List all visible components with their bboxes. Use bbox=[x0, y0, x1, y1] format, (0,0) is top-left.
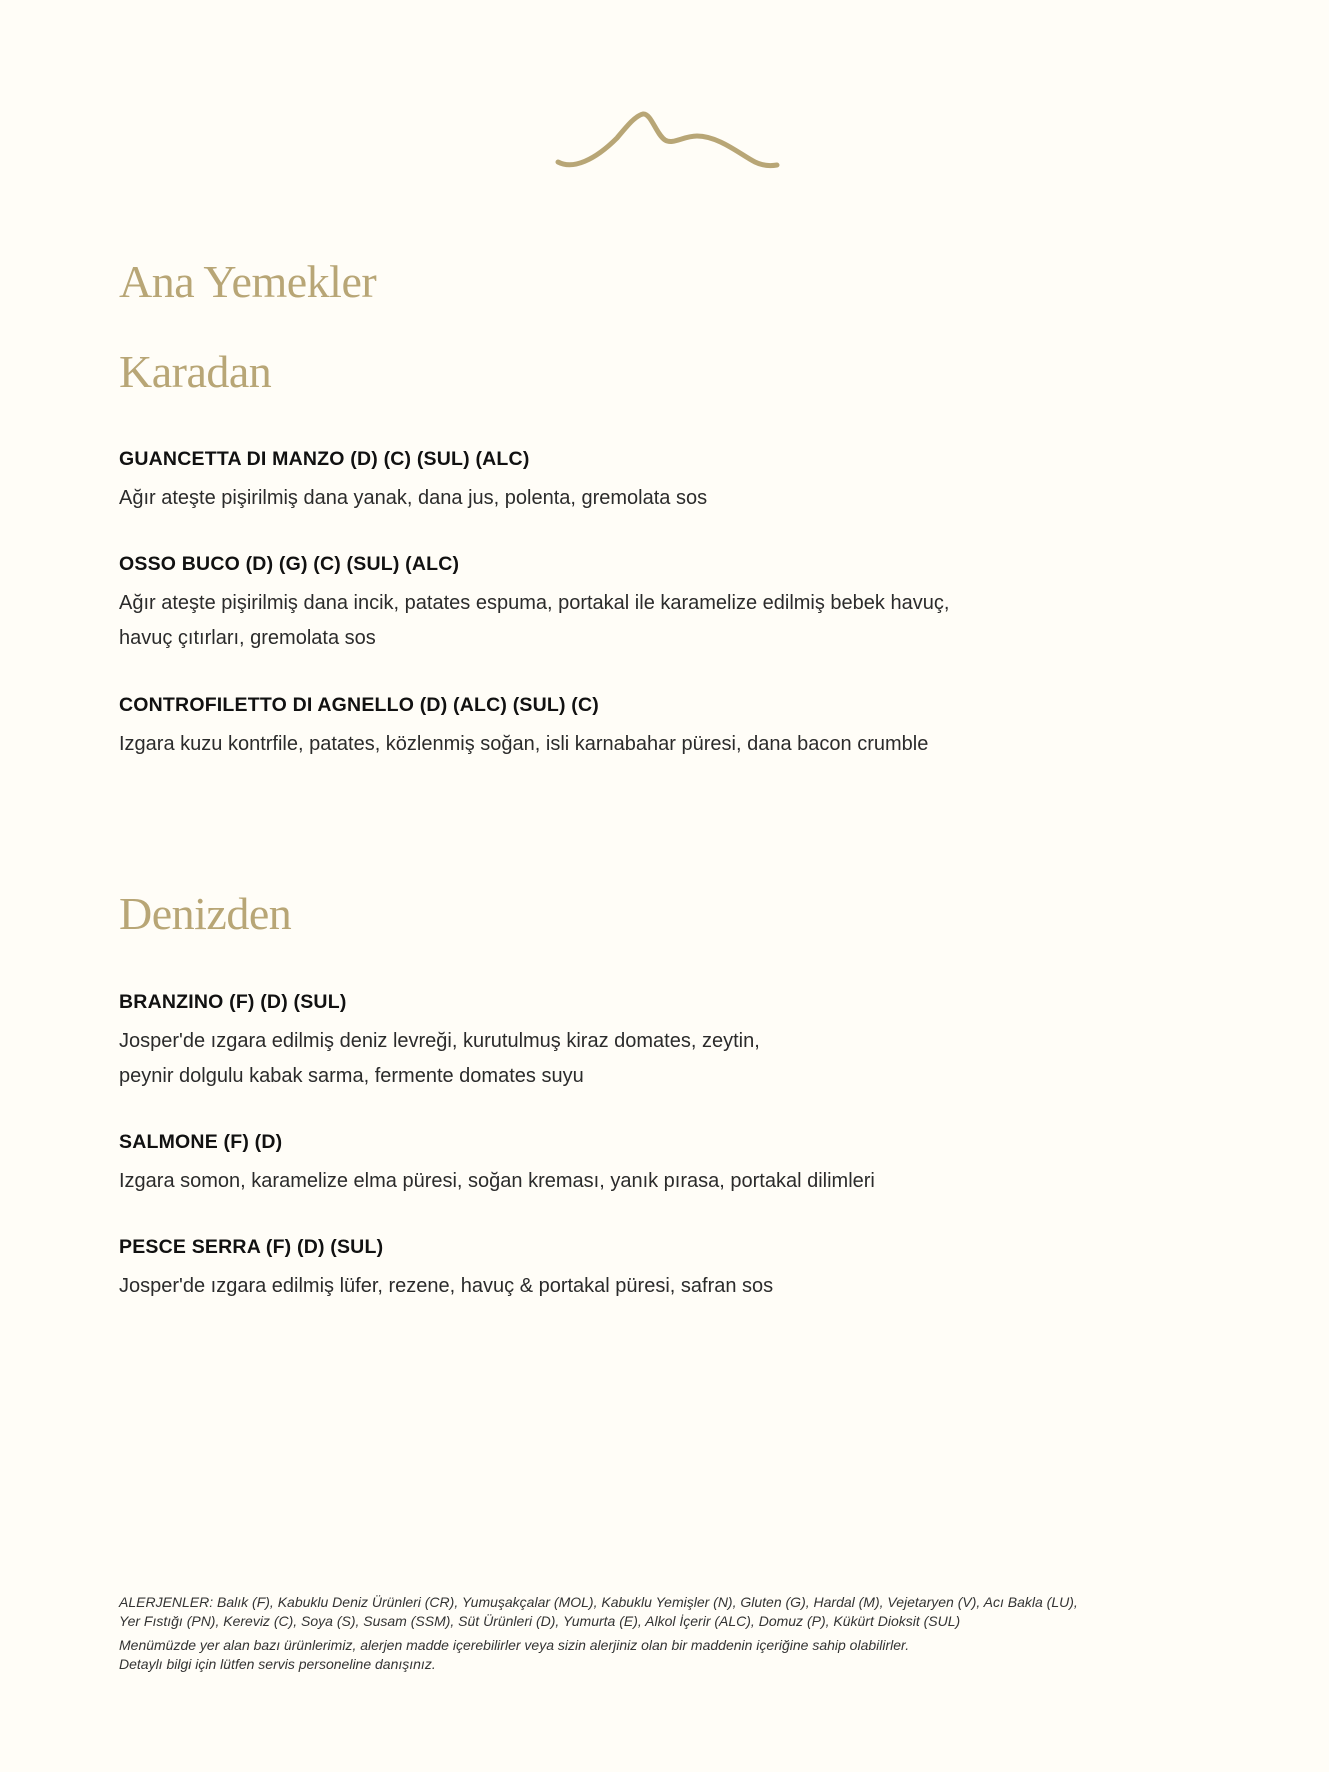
allergen-note: Menümüzde yer alan bazı ürünlerimiz, alerjen madde içerebilirler veya sizin alerjiniz olan bir maddenin içeriğine sahip olabilirler. bbox=[119, 1637, 910, 1653]
menu-item-name: SALMONE (F) (D) bbox=[119, 1131, 283, 1153]
allergens-line: Yer Fıstığı (PN), Kereviz (C), Soya (S), Susam (SSM), Süt Ürünleri (D), Yumurta (E), Alkol İçerir (ALC), Domuz (P), Kükürt Dioksit (SUL) bbox=[119, 1613, 961, 1629]
section-title-karadan: Karadan bbox=[119, 346, 272, 397]
description-line: Ağır ateşte pişirilmiş dana yanak, dana jus, polenta, gremolata sos bbox=[119, 487, 708, 509]
menu-item-description bbox=[119, 727, 1209, 762]
description-line: Josper'de ızgara edilmiş lüfer, rezene, havuç & portakal püresi, safran sos bbox=[119, 1275, 774, 1297]
menu-item-description bbox=[119, 1269, 1209, 1304]
menu-item-description bbox=[119, 481, 1209, 516]
menu-item bbox=[119, 447, 1209, 516]
menu-item-name: BRANZINO (F) (D) (SUL) bbox=[119, 991, 347, 1013]
menu-item-description bbox=[119, 1024, 1209, 1094]
menu-item-name: PESCE SERRA (F) (D) (SUL) bbox=[119, 1236, 384, 1258]
page-title: Ana Yemekler bbox=[119, 256, 377, 307]
allergens-line: ALERJENLER: Balık (F), Kabuklu Deniz Ürünleri (CR), Yumuşakçalar (MOL), Kabuklu Yemişler (N), Gluten (G), Hardal (M), Vejetaryen (V), Acı Bakla (LU), bbox=[119, 1594, 1078, 1610]
description-line: Izgara kuzu kontrfile, patates, közlenmiş soğan, isli karnabahar püresi, dana bacon crumble bbox=[119, 733, 929, 755]
menu-item-description bbox=[119, 1164, 1209, 1199]
menu-item-name: GUANCETTA DI MANZO (D) (C) (SUL) (ALC) bbox=[119, 448, 530, 470]
menu-item-description bbox=[119, 586, 1209, 656]
description-line: Izgara somon, karamelize elma püresi, soğan kreması, yanık pırasa, portakal dilimleri bbox=[119, 1170, 875, 1192]
menu-item bbox=[119, 1130, 1209, 1199]
menu-item bbox=[119, 552, 1209, 656]
menu-item-name: CONTROFILETTO DI AGNELLO (D) (ALC) (SUL) (C) bbox=[119, 694, 599, 716]
section-title-denizden: Denizden bbox=[119, 888, 292, 939]
menu-item bbox=[119, 693, 1209, 762]
allergen-footer bbox=[119, 1593, 1209, 1674]
menu-item-name: OSSO BUCO (D) (G) (C) (SUL) (ALC) bbox=[119, 553, 460, 575]
description-line: havuç çıtırları, gremolata sos bbox=[119, 627, 376, 649]
description-line: peynir dolgulu kabak sarma, fermente domates suyu bbox=[119, 1065, 584, 1087]
description-line: Josper'de ızgara edilmiş deniz levreği, kurutulmuş kiraz domates, zeytin, bbox=[119, 1030, 760, 1052]
allergen-note: Detaylı bilgi için lütfen servis personeline danışınız. bbox=[119, 1656, 436, 1672]
description-line: Ağır ateşte pişirilmiş dana incik, patates espuma, portakal ile karamelize edilmiş bebek havuç, bbox=[119, 592, 950, 614]
menu-item bbox=[119, 990, 1209, 1094]
menu-item bbox=[119, 1235, 1209, 1304]
mountain-wave-logo-icon bbox=[555, 110, 780, 175]
